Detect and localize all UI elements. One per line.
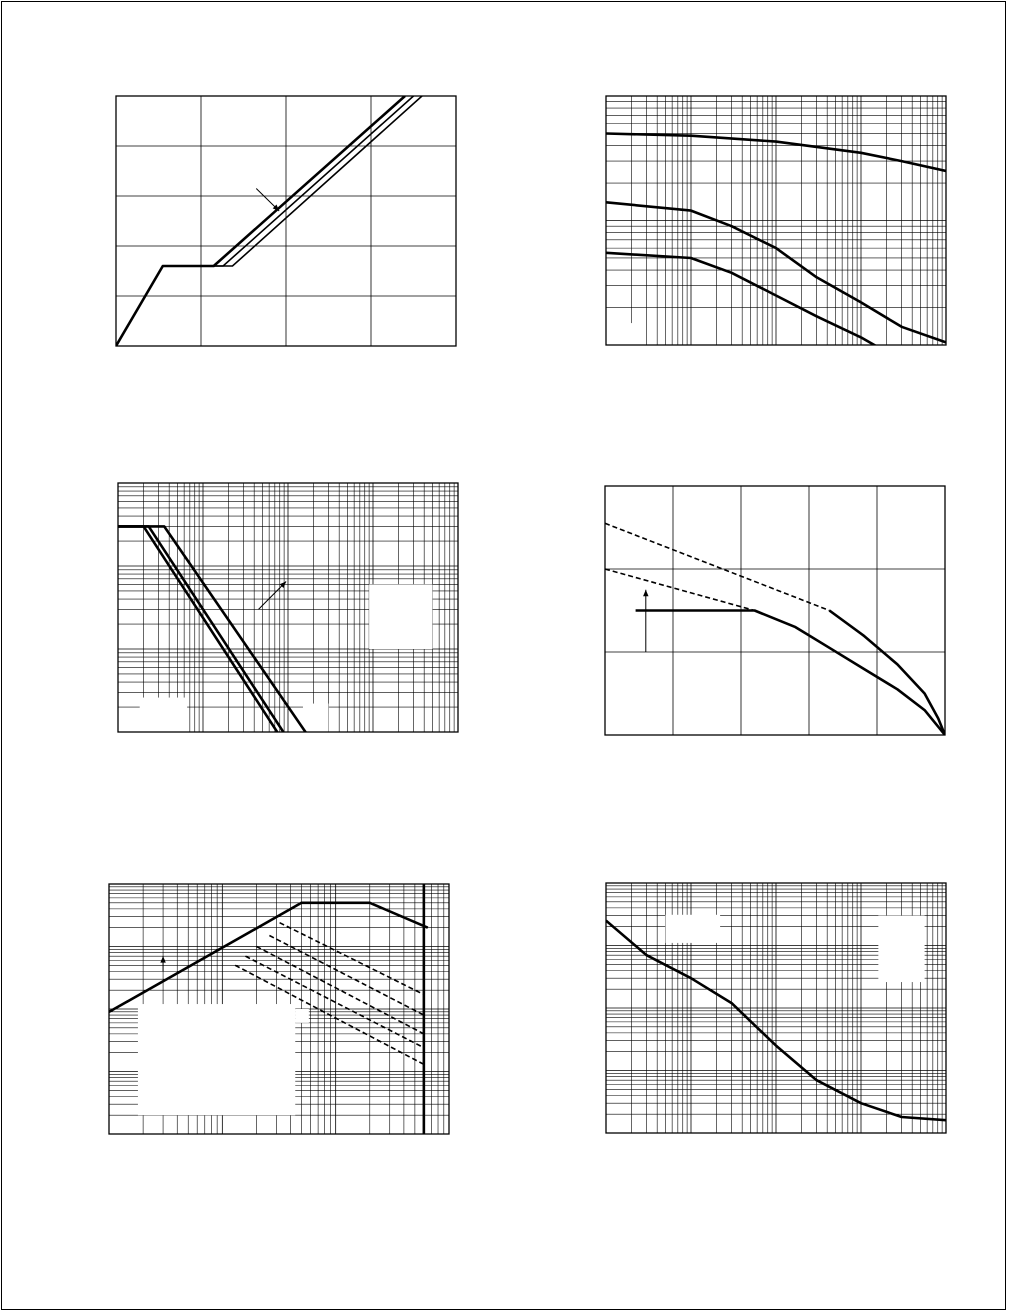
- label-blank-box: [369, 584, 432, 649]
- chart-4-derating: [605, 486, 945, 735]
- label-blank-box: [665, 915, 720, 943]
- chart-5-log-dashed: [109, 884, 449, 1134]
- label-blank-box: [295, 1009, 309, 1023]
- chart-6-log-single: [606, 883, 946, 1133]
- chart-3-log-decay: [118, 483, 458, 732]
- label-blank-box: [878, 916, 924, 982]
- label-blank-box: [608, 323, 635, 348]
- chart-2-log-curves: [606, 96, 946, 345]
- label-blank-box: [140, 698, 187, 732]
- chart-1-linear-transfer: [116, 96, 456, 346]
- label-blank-box: [303, 704, 329, 732]
- label-blank-box: [138, 1004, 295, 1115]
